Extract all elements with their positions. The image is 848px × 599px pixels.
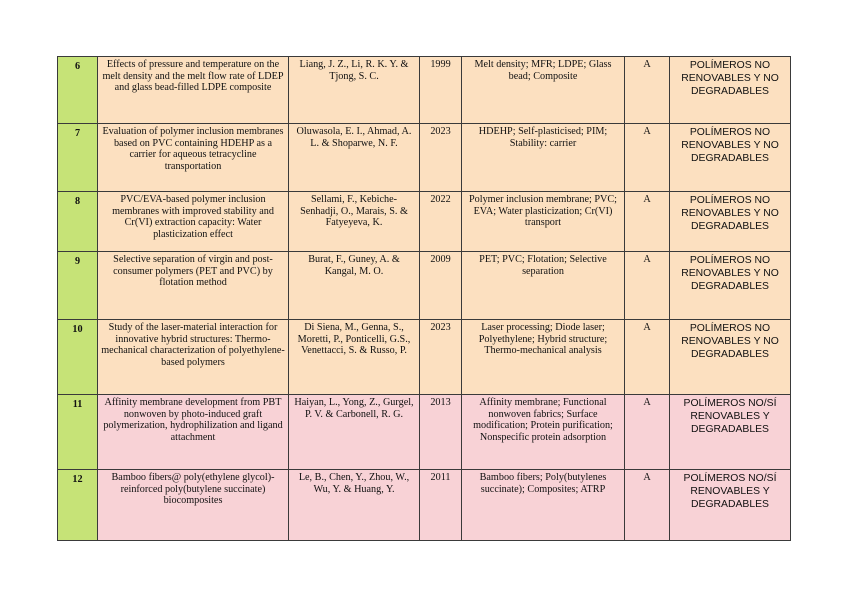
article-category: POLÍMEROS NO RENOVABLES Y NO DEGRADABLES bbox=[670, 252, 791, 320]
article-authors: Oluwasola, E. I., Ahmad, A. L. & Shoparwe, N. F. bbox=[289, 124, 420, 192]
article-grade: A bbox=[625, 57, 670, 124]
article-year: 1999 bbox=[420, 57, 462, 124]
article-keywords: Melt density; MFR; LDPE; Glass bead; Composite bbox=[462, 57, 625, 124]
article-keywords: Laser processing; Diode laser; Polyethylene; Hybrid structure; Thermo-mechanical analysis bbox=[462, 320, 625, 395]
row-number: 6 bbox=[58, 57, 98, 124]
article-authors: Di Siena, M., Genna, S., Moretti, P., Ponticelli, G.S., Venettacci, S. & Russo, P. bbox=[289, 320, 420, 395]
article-title: Evaluation of polymer inclusion membranes based on PVC containing HDEHP as a carrier for aqueous tetracycline transportation bbox=[98, 124, 289, 192]
article-category: POLÍMEROS NO/SÍ RENOVABLES Y DEGRADABLES bbox=[670, 470, 791, 541]
article-keywords: PET; PVC; Flotation; Selective separation bbox=[462, 252, 625, 320]
article-authors: Sellami, F., Kebiche-Senhadji, O., Marais, S. & Fatyeyeva, K. bbox=[289, 192, 420, 252]
row-number: 10 bbox=[58, 320, 98, 395]
article-keywords: Affinity membrane; Functional nonwoven fabrics; Surface modification; Protein purification; Nonspecific protein adsorption bbox=[462, 395, 625, 470]
row-number: 7 bbox=[58, 124, 98, 192]
table-row bbox=[58, 124, 791, 192]
article-category: POLÍMEROS NO RENOVABLES Y NO DEGRADABLES bbox=[670, 320, 791, 395]
article-title: PVC/EVA-based polymer inclusion membranes with improved stability and Cr(VI) extraction capacity: Water plasticization effect bbox=[98, 192, 289, 252]
article-category: POLÍMEROS NO RENOVABLES Y NO DEGRADABLES bbox=[670, 192, 791, 252]
article-authors: Le, B., Chen, Y., Zhou, W., Wu, Y. & Huang, Y. bbox=[289, 470, 420, 541]
article-keywords: HDEHP; Self-plasticised; PIM; Stability: carrier bbox=[462, 124, 625, 192]
row-number: 9 bbox=[58, 252, 98, 320]
article-title: Affinity membrane development from PBT nonwoven by photo-induced graft polymerization, hydrophilization and ligand attachment bbox=[98, 395, 289, 470]
article-category: POLÍMEROS NO RENOVABLES Y NO DEGRADABLES bbox=[670, 124, 791, 192]
article-category: POLÍMEROS NO/SÍ RENOVABLES Y DEGRADABLES bbox=[670, 395, 791, 470]
article-year: 2013 bbox=[420, 395, 462, 470]
article-grade: A bbox=[625, 124, 670, 192]
article-authors: Haiyan, L., Yong, Z., Gurgel, P. V. & Carbonell, R. G. bbox=[289, 395, 420, 470]
article-title: Selective separation of virgin and post-consumer polymers (PET and PVC) by flotation method bbox=[98, 252, 289, 320]
article-keywords: Bamboo fibers; Poly(butylenes succinate); Composites; ATRP bbox=[462, 470, 625, 541]
article-title: Effects of pressure and temperature on the melt density and the melt flow rate of LDEP and glass bead-filled LDPE composite bbox=[98, 57, 289, 124]
article-grade: A bbox=[625, 252, 670, 320]
article-title: Bamboo fibers@ poly(ethylene glycol)-reinforced poly(butylene succinate) biocomposites bbox=[98, 470, 289, 541]
article-year: 2011 bbox=[420, 470, 462, 541]
row-number: 8 bbox=[58, 192, 98, 252]
article-year: 2022 bbox=[420, 192, 462, 252]
table-row bbox=[58, 192, 791, 252]
article-grade: A bbox=[625, 470, 670, 541]
article-category: POLÍMEROS NO RENOVABLES Y NO DEGRADABLES bbox=[670, 57, 791, 124]
article-grade: A bbox=[625, 320, 670, 395]
article-authors: Burat, F., Guney, A. & Kangal, M. O. bbox=[289, 252, 420, 320]
row-number: 11 bbox=[58, 395, 98, 470]
table-row bbox=[58, 395, 791, 470]
table-row bbox=[58, 252, 791, 320]
article-grade: A bbox=[625, 395, 670, 470]
article-year: 2009 bbox=[420, 252, 462, 320]
article-grade: A bbox=[625, 192, 670, 252]
table-row bbox=[58, 320, 791, 395]
table-row bbox=[58, 57, 791, 124]
article-authors: Liang, J. Z., Li, R. K. Y. & Tjong, S. C. bbox=[289, 57, 420, 124]
article-year: 2023 bbox=[420, 320, 462, 395]
article-title: Study of the laser-material interaction for innovative hybrid structures: Thermo-mechanical characterization of polyethylene-based polymers bbox=[98, 320, 289, 395]
row-number: 12 bbox=[58, 470, 98, 541]
table-row bbox=[58, 470, 791, 541]
references-table bbox=[57, 56, 791, 541]
article-year: 2023 bbox=[420, 124, 462, 192]
article-keywords: Polymer inclusion membrane; PVC; EVA; Water plasticization; Cr(VI) transport bbox=[462, 192, 625, 252]
